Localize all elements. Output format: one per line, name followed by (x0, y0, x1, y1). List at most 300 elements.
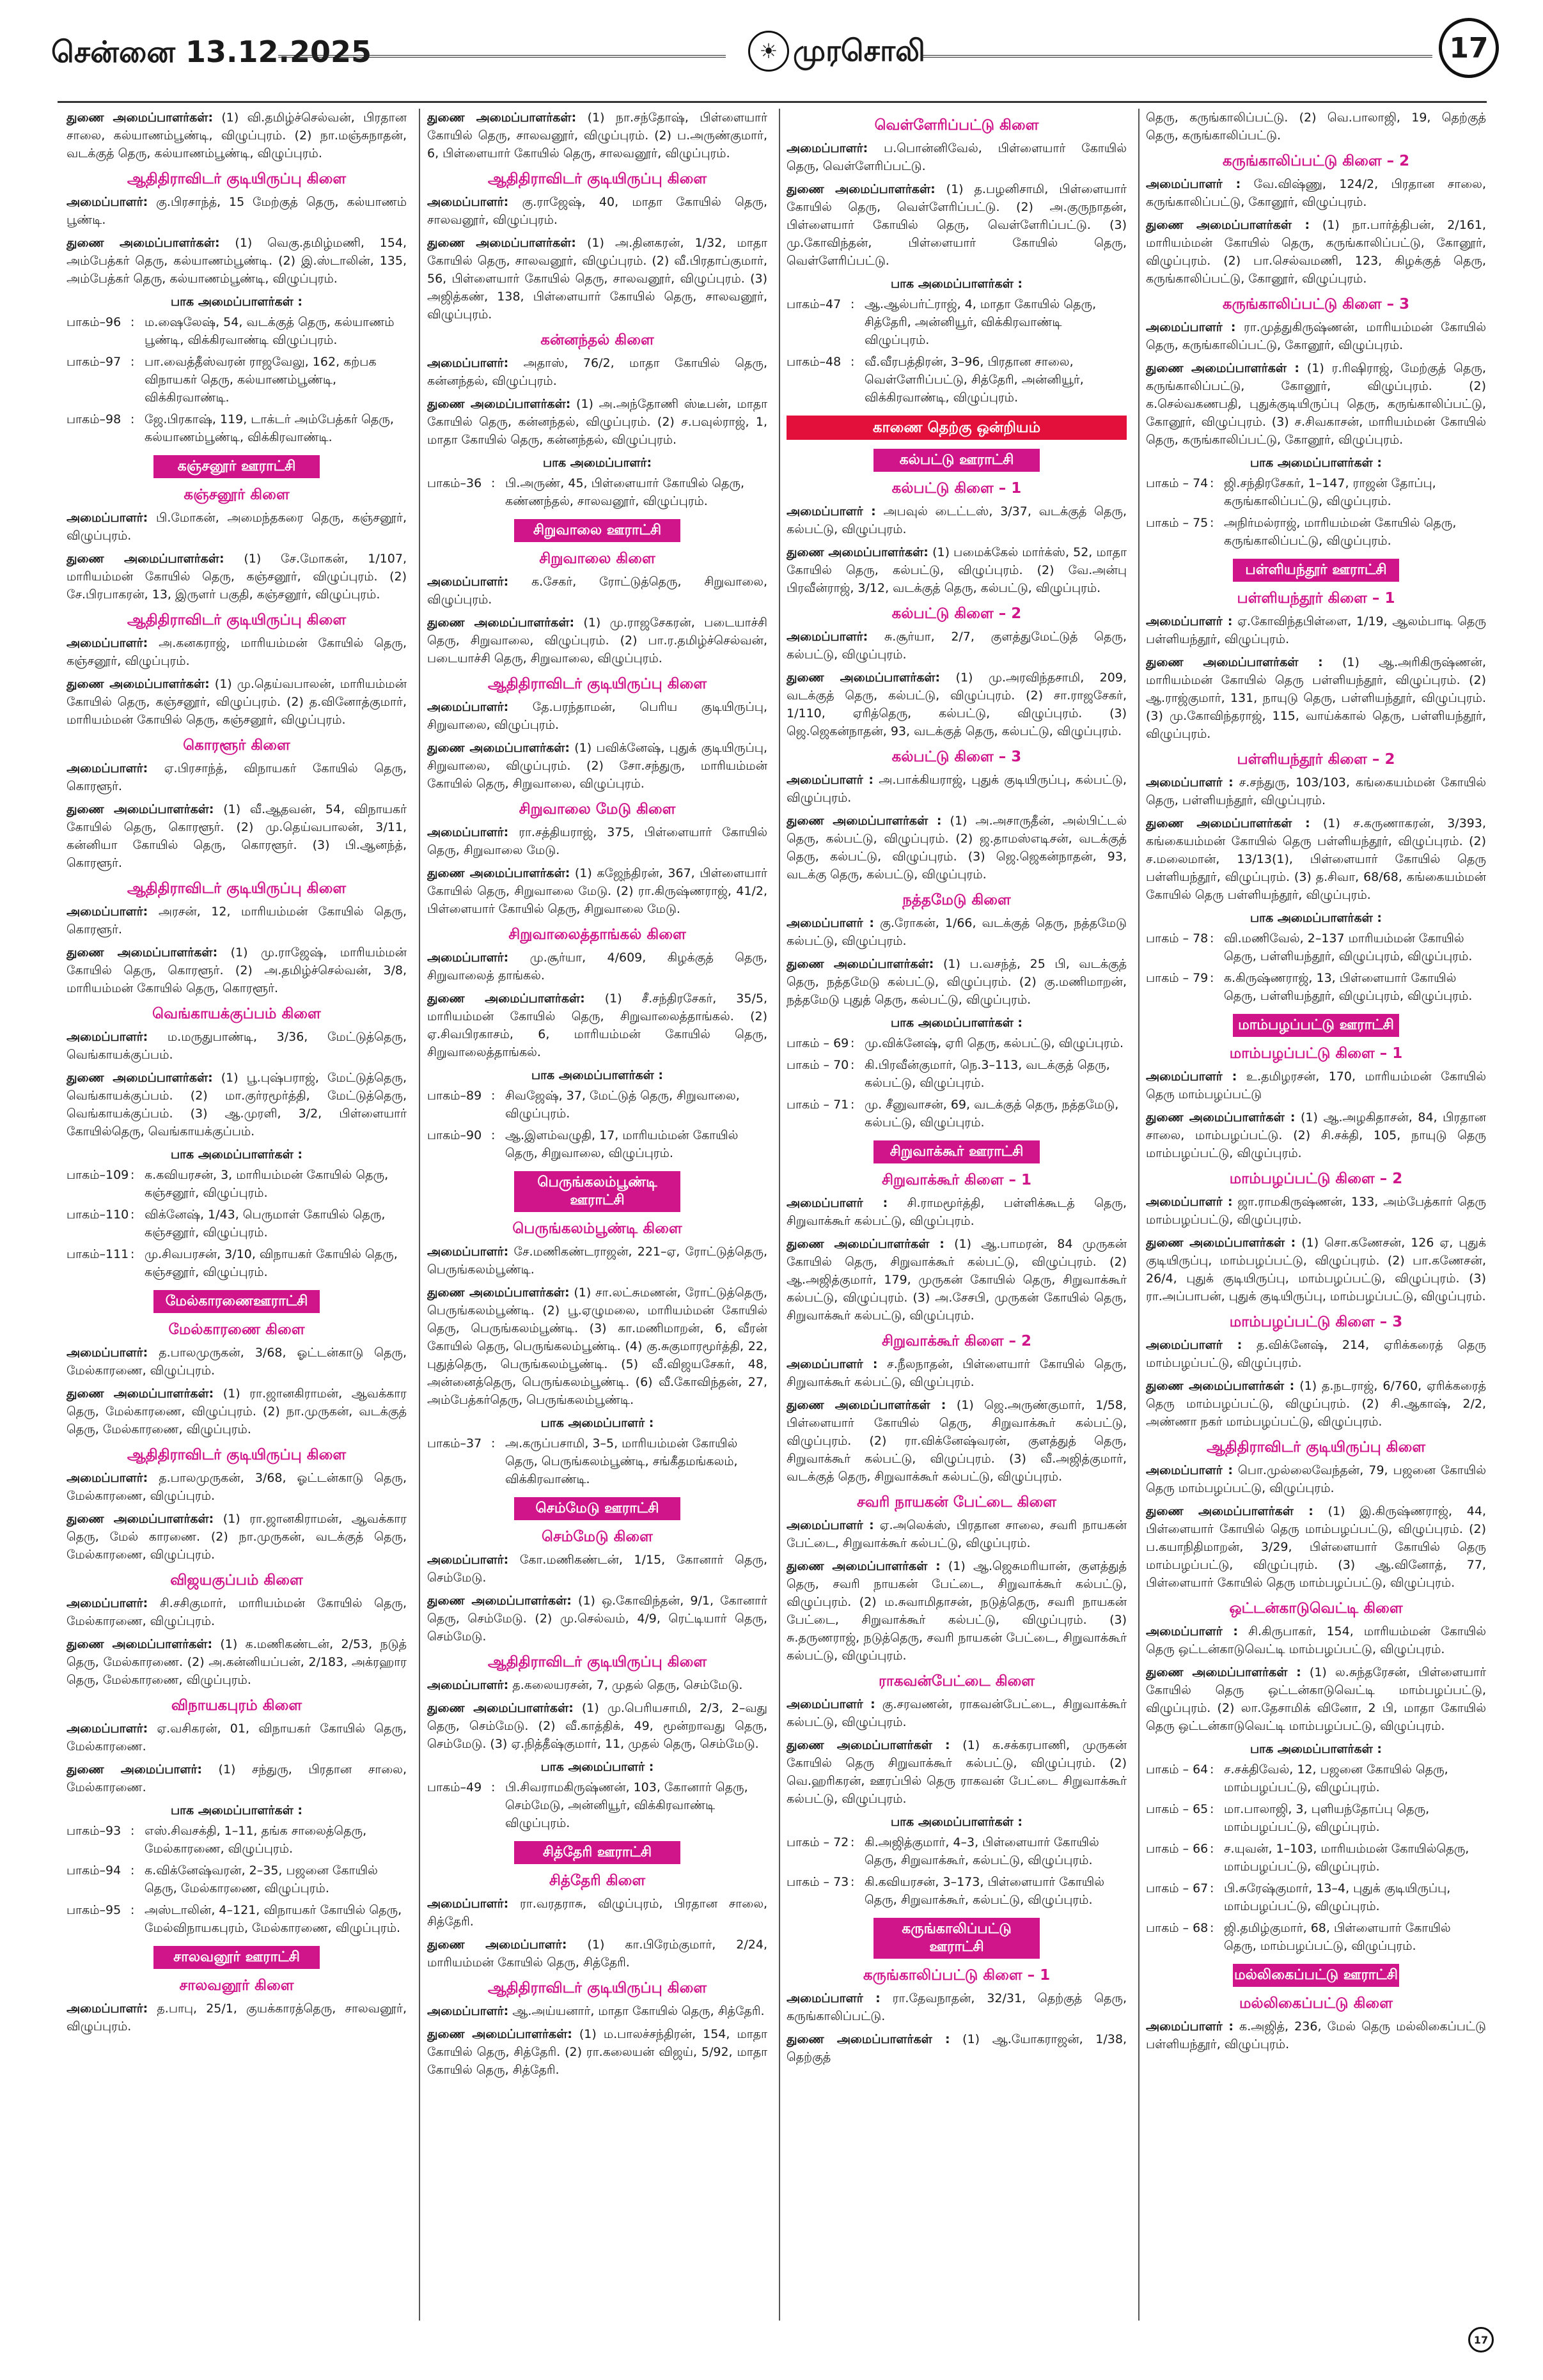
separator: : (1210, 1842, 1214, 1856)
organizer-entry (67, 509, 407, 545)
booth-organizer: பி.அருண், 45, பிள்ளையார் கோயில் தெரு, கண்ணந்தல், சாலவனூர், விழுப்புரம். (505, 476, 745, 508)
organizer-details: (1) வெகு.தமிழ்மணி, 154, அம்பேத்கர் தெரு, கல்யாணம்பூண்டி. (2) இ.ஸ்டாலின், 135, அம்பேத்கர் தெரு, கல்யாணம்பூண்டி, விழுப்புரம். (67, 236, 407, 286)
column-1 (67, 109, 407, 2314)
organizer-details: சே.மணிகண்டராஜன், 221–ஏ, ரோட்டுத்தெரு, பெருங்கலம்பூண்டி. (427, 1245, 767, 1277)
organizer-details: த.பாலமுருகன், 3/68, ஓட்டன்காடு தெரு, மேல்காரணை, விழுப்புரம். (67, 1471, 407, 1503)
role-label: அமைப்பாளர் : (1146, 1069, 1237, 1084)
separator: : (130, 412, 135, 426)
booth-number: பாகம்–47 (787, 297, 842, 311)
booth-number: பாகம் – 79 (1146, 971, 1209, 985)
booth-organizers-heading: பாக அமைப்பாளர்கள் : (890, 1016, 1022, 1030)
booth-number: பாகம் – 68 (1146, 1921, 1209, 1935)
booth-row (1146, 929, 1486, 965)
organizer-entry (787, 669, 1127, 740)
organizer-details: (1) சா.லட்சுமணன், ரோட்டுத்தெரு, பெருங்கலம்பூண்டி. (2) பூ.ஏழுமலை, மாரியம்மன் கோயில் தெரு, பெருங்கலம்பூண்டி. (3) கா.மணிமாறன், 6, வீரன் கோயில் தெரு, பெருங்கலம்பூண்டி. (4) கு.சுகுமாரமூர்த்தி, 22, புதுத்தெரு, பெருங்கலம்பூண்டி. (5) வீ.விஜயசேகர், 48, அன்னைத்தெரு, பெருங்கலம்பூண்டி. (6) வீ.கோவிந்தன், 27, அம்பேத்கர்தெரு, பெருங்கலம்பூண்டி. (427, 1286, 767, 1407)
organizer-details: (1) வி.தமிழ்ச்செல்வன், பிரதான சாலை, கல்யாணம்பூண்டி, விழுப்புரம். (2) நா.மஞ்சுநாதன், வடக்குத் தெரு, கல்யாணம்பூண்டி, விழுப்புரம். (67, 111, 407, 160)
separator: : (1210, 516, 1214, 530)
organizer-entry (1146, 1068, 1486, 1103)
role-label: அமைப்பாளர்: (427, 1678, 509, 1692)
role-label: அமைப்பாளர்: (427, 575, 509, 589)
branch-heading: கல்பட்டு கிளை – 2 (891, 605, 1022, 622)
organizer-details: (1) சீ.சந்திரசேகர், 35/5, மாரியம்மன் கோயில் தெரு, சிறுவாலைத்தாங்கல். (2) ஏ.சிவபிரகாசம், 6, மாரியம்மன் கோயில் தெரு, சிறுவாலைத்தாங்கல். (427, 992, 767, 1059)
role-label: துணை அமைப்பாளர்கள்: (67, 1637, 213, 1651)
organizer-details: கு.ரோகன், 1/66, வடக்குத் தெரு, நத்தமேடு கல்பட்டு, விழுப்புரம். (787, 916, 1127, 948)
panchayat-banner: கல்பட்டு ஊராட்சி (873, 449, 1040, 472)
organizer-entry (787, 812, 1127, 883)
booth-number: பாகம்–98 (67, 412, 121, 426)
role-label: துணை அமைப்பாளர்கள் : (1146, 1110, 1296, 1124)
booth-number: பாகம் – 70 (787, 1058, 849, 1072)
organizer-entry (427, 1243, 767, 1279)
branch-heading: வெங்காயக்குப்பம் கிளை (152, 1006, 321, 1022)
organizer-entry (67, 800, 407, 872)
booth-organizers-heading: பாக அமைப்பாளர்: (542, 456, 652, 470)
organizer-entry (67, 193, 407, 229)
organizer-details: (1) கஜேந்திரன், 367, பிள்ளையார் கோயில் தெரு, சிறுவாலை மேடு. (2) ரா.கிருஷ்ணராஜ், 41/2, பிள்ளையார் கோயில் தெரு, சிறுவாலை மேடு. (427, 866, 767, 916)
organizer-details: (1) அ.அசாருதீன், அல்பிட்டல் தெரு, கல்பட்டு, விழுப்புரம். (2) ஜ.தாமஸ்எடிசன், வடக்குத் தெரு, கல்பட்டு, விழுப்புரம். (3) ஜெ.ஜெகன்நாதன், 93, வடக்கு தெரு, கல்பட்டு, விழுப்புரம். (787, 814, 1127, 882)
role-label: அமைப்பாளர்: (67, 1346, 148, 1360)
branch-heading: ஆதிதிராவிடர் குடியிருப்பு கிளை (487, 1980, 707, 1996)
role-label: துணை அமைப்பாளர்கள்: (67, 677, 210, 691)
organizer-entry (67, 903, 407, 938)
organizer-entry (1146, 175, 1486, 211)
separator: : (1210, 1762, 1214, 1777)
panchayat-banner: பெருங்கலம்பூண்டி ஊராட்சி (514, 1171, 680, 1212)
booth-row (67, 313, 407, 349)
branch-heading: மாம்பழப்பட்டு கிளை – 3 (1229, 1314, 1403, 1330)
branch-heading: சவரி நாயகன் பேட்டை கிளை (856, 1494, 1057, 1511)
separator: : (491, 1780, 496, 1794)
role-label: அமைப்பாளர் : (787, 773, 874, 787)
organizer-entry (67, 1761, 407, 1796)
separator: : (1210, 1802, 1214, 1816)
organizer-entry (787, 2030, 1127, 2066)
organizer-entry (787, 1194, 1127, 1230)
booth-number: பாகம்–49 (427, 1780, 482, 1794)
booth-number: பாகம்–110 (67, 1208, 129, 1222)
organizer-details: (1) ஆ.பாமரன், 84 முருகன் கோயில் தெரு, சிறுவாக்கூர் கல்பட்டு, விழுப்புரம். (2) ஆ.அஜித்குமார், 179, முருகன் கோயில் தெரு, சிறுவாக்கூர் கல்பட்டு, விழுப்புரம். (3) அ.சேசபி, முருகன் கோயில் தெரு, சிறுவாக்கூர் கல்பட்டு, விழுப்புரம். (787, 1237, 1127, 1323)
role-label: துணை அமைப்பாளர்கள் : (787, 1559, 941, 1573)
booth-organizer: பி.சிவராமகிருஷ்ணன், 103, கோனார் தெரு, செம்மேடு, அன்னியூர், விக்கிரவாண்டி விழுப்புரம். (505, 1780, 748, 1830)
role-label: துணை அமைப்பாளர்கள் : (1146, 1665, 1301, 1679)
booth-row (427, 1126, 767, 1162)
organizer-entry (67, 1028, 407, 1064)
organizer-entry (427, 1699, 767, 1753)
union-banner: காணை தெற்கு ஒன்றியம் (787, 416, 1127, 440)
booth-number: பாகம் – 73 (787, 1875, 849, 1889)
organizer-entry (67, 550, 407, 603)
organizer-details: உ.தமிழரசன், 170, மாரியம்மன் கோயில் தெரு மாம்பழப்பட்டு (1146, 1069, 1486, 1101)
page-number-badge: 17 (1439, 18, 1499, 78)
branch-heading: விநாயகபுரம் கிளை (171, 1697, 302, 1714)
organizer-entry (787, 543, 1127, 597)
column-divider (419, 109, 420, 2321)
role-label: அமைப்பாளர்: (67, 636, 148, 650)
booth-organizers-heading: பாக அமைப்பாளர்கள் : (1249, 911, 1382, 925)
role-label: துணை அமைப்பாளர்கள்: (427, 397, 571, 411)
branch-heading: சிறுவாலை கிளை (539, 550, 655, 567)
role-label: அமைப்பாளர்: (427, 951, 509, 965)
organizer-entry (67, 1594, 407, 1630)
booth-row (787, 1056, 1127, 1092)
role-label: துணை அமைப்பாளர்: (67, 1762, 202, 1777)
booth-number: பாகம்–97 (67, 355, 121, 369)
booth-number: பாகம்–94 (67, 1863, 121, 1878)
organizer-entry (1146, 653, 1486, 743)
panchayat-banner: சித்தேரி ஊராட்சி (514, 1841, 680, 1864)
masthead (51, 18, 1490, 88)
booth-number: பாகம் – 72 (787, 1835, 849, 1849)
branch-heading: ஆதிதிராவிடர் குடியிருப்பு கிளை (1206, 1439, 1426, 1456)
role-label: அமைப்பாளர்: (427, 825, 509, 839)
role-label: அமைப்பாளர் : (787, 916, 874, 930)
role-label: துணை அமைப்பாளர்கள்: (787, 671, 941, 685)
role-label: அமைப்பாளர்: (67, 2002, 148, 2016)
organizer-details: (1) மு.பெரியசாமி, 2/3, 2–வது தெரு, செம்மேடு. (2) வீ.காத்திக், 49, மூன்றாவது தெரு, செம்மேடு. (3) ஏ.நித்தீஷ்குமார், 11, முதல் தெரு, செம்மேடு. (427, 1701, 767, 1751)
role-label: துணை அமைப்பாளர்கள்: (787, 182, 936, 196)
role-label: அமைப்பாளர்: (67, 1596, 148, 1610)
booth-organizer: ஆ.இளம்வழுதி, 17, மாரியம்மன் கோயில் தெரு, சிறுவாலை, விழுப்புரம். (505, 1128, 739, 1160)
booth-number: பாகம் – 78 (1146, 931, 1209, 945)
booth-number: பாகம் – 74 (1146, 476, 1209, 490)
organizer-details: ஆ.அய்யனார், மாதா கோயில் தெரு, சித்தேரி. (512, 2004, 765, 2018)
booth-row (1146, 1840, 1486, 1876)
branch-heading: ஆதிதிராவிடர் குடியிருப்பு கிளை (127, 171, 347, 187)
organizer-details: ச.சந்துரு, 103/103, கங்கையம்மன் கோயில் தெரு, பள்ளியந்தூர், விழுப்புரம். (1146, 775, 1486, 807)
booth-row (67, 1166, 407, 1202)
organizer-details: அரசன், 12, மாரியம்மன் கோயில் தெரு, கொரளூர். (67, 905, 407, 937)
branch-heading: வெள்ளேரிப்பட்டு கிளை (874, 117, 1039, 134)
organizer-entry (1146, 318, 1486, 354)
role-label: துணை அமைப்பாளர்கள்: (67, 945, 218, 960)
organizer-entry (67, 675, 407, 729)
organizer-details: (1) பவிக்னேஷ், புதுக் குடியிருப்பு, சிறுவாலை, விழுப்புரம். (2) சோ.சந்துரு, மாரியம்மன் கோயில் தெரு, சிறுவாலை, விழுப்புரம். (427, 741, 767, 791)
organizer-entry (427, 614, 767, 667)
organizer-entry (787, 1557, 1127, 1665)
organizer-details: (1) வீ.ஆதவன், 54, விநாயகர் கோயில் தெரு, கொரளூர். (2) மு.தெய்வபாலன், 3/11, கன்னியா கோயில் தெரு, கொரளூர். (3) பி.ஆனந்த், கொரளூர். (67, 802, 407, 870)
booth-row (787, 1096, 1127, 1132)
booth-number: பாகம்–111 (67, 1247, 129, 1261)
column-2 (427, 109, 767, 2314)
role-label: அமைப்பாளர் : (787, 1357, 878, 1371)
organizer-details: (1) ப.வசந்த், 25 பி, வடக்குத் தெரு, நத்தமேடு கல்பட்டு, விழுப்புரம். (2) கு.மணிமாறன், நத்தமேடு புதுத் தெரு, கல்பட்டு, விழுப்புரம். (787, 957, 1127, 1007)
separator: : (130, 1824, 135, 1838)
separator: : (850, 1058, 855, 1072)
booth-organizer: வி.மணிவேல், 2–137 மாரியம்மன் கோயில் தெரு, பள்ளியந்தூர், விழுப்புரம், விழுப்புரம். (1224, 931, 1473, 963)
role-label: துணை அமைப்பாளர்கள் : (1146, 361, 1300, 375)
branch-heading: சித்தேரி கிளை (549, 1872, 646, 1889)
organizer-details: (1) மு.ராஜசேகரன், படையாச்சி தெரு, சிறுவாலை, விழுப்புரம். (2) பா.ர.தமிழ்ச்செல்வன், படையாச்சி தெரு, சிறுவாலை, விழுப்புரம். (427, 616, 767, 665)
organizer-details: சு.சூர்யா, 2/7, குளத்துமேட்டுத் தெரு, கல்பட்டு, விழுப்புரம். (787, 630, 1127, 662)
organizer-entry (787, 1695, 1127, 1731)
booth-organizer: ச.சக்திவேல், 12, பஜனை கோயில் தெரு, மாம்பழப்பட்டு, விழுப்புரம். (1224, 1762, 1448, 1794)
role-label: அமைப்பாளர் : (787, 1991, 881, 2005)
organizer-entry (67, 1385, 407, 1438)
organizer-details: (1) அ.அந்தோணி ஸ்டீபன், மாதா கோயில் தெரு, கன்னந்தல், விழுப்புரம். (2) ச.பவுல்ராஜ், 1, மாதா கோயில் தெரு, கன்னந்தல், விழுப்புரம். (427, 397, 767, 447)
role-label: அமைப்பாளர் : (787, 1518, 874, 1532)
booth-organizer: வீ.வீரபத்திரன், 3–96, பிரதான சாலை, வெள்ளேரிப்பட்டு, சித்தேரி, அன்னியூர், விக்கிரவாண்டி, விழுப்புரம். (865, 355, 1084, 405)
separator: : (1210, 476, 1214, 490)
booth-row (67, 1245, 407, 1281)
organizer-entry (427, 395, 767, 449)
paper-name: முரசொலி (793, 33, 925, 68)
organizer-entry (1146, 612, 1486, 648)
organizer-entry (427, 1551, 767, 1587)
organizer-details: அ.பாக்கியராஜ், புதுக் குடியிருப்பு, கல்பட்டு, விழுப்புரம். (787, 773, 1127, 805)
role-label: துணை அமைப்பாளர்கள்: (67, 1512, 214, 1526)
role-label: அமைப்பாளர்: (67, 1471, 148, 1485)
booth-organizer: எஸ்.சிவசக்தி, 1–11, தங்க சாலைத்தெரு, மேல்காரணை, விழுப்புரம். (145, 1824, 367, 1856)
role-label: துணை அமைப்பாளர்கள் : (1146, 655, 1323, 669)
organizer-details: (1) ம.பாலச்சந்திரன், 154, மாதா கோயில் தெரு, சித்தேரி. (2) ரா.கலையன் விஜய், 5/92, மாதா கோயில் தெரு, சித்தேரி. (427, 2027, 767, 2077)
role-label: துணை அமைப்பாளர்கள்: (787, 545, 928, 559)
organizer-entry (67, 1069, 407, 1140)
organizer-entry (787, 771, 1127, 807)
booth-row (787, 1034, 1127, 1052)
booth-organizer: க.கவியரசன், 3, மாரியம்மன் கோயில் தெரு, கஞ்சனூர், விழுப்புரம். (145, 1168, 389, 1200)
organizer-details: அதாஸ், 76/2, மாதா கோயில் தெரு, கன்னந்தல், விழுப்புரம். (427, 356, 767, 388)
role-label: துணை அமைப்பாளர்கள்: (427, 111, 577, 125)
organizer-details: (1) சொ.கணேசன், 126 ஏ, புதுக் குடியிருப்பு, மாம்பழப்பட்டு, விழுப்புரம். (2) பா.கணேசன், 26/4, புதுக் குடியிருப்பு, மாம்பழப்பட்டு, விழுப்புரம். (3) ரா.அப்பாபன், புதுக் குடியிருப்பு, மாம்பழப்பட்டு, விழுப்புரம். (1146, 1236, 1486, 1303)
panchayat-banner: செம்மேடு ஊராட்சி (514, 1497, 680, 1520)
role-label: துணை அமைப்பாளர்கள்: (427, 616, 575, 630)
organizer-details: கு.பிரசாந்த், 15 மேற்குத் தெரு, கல்யாணம் பூண்டி. (67, 195, 407, 227)
separator: : (1210, 931, 1214, 945)
organizer-details: (1) நா.பார்த்திபன், 2/161, மாரியம்மன் கோயில் தெரு, கருங்காலிப்பட்டு, கோனூர், விழுப்புரம். (2) பா.செல்வமணி, 123, கிழக்குத் தெரு, கருங்காலிப்பட்டு, கோனூர், விழுப்புரம். (1146, 218, 1486, 286)
separator: : (491, 1128, 496, 1142)
organizer-entry (427, 193, 767, 229)
branch-heading: ஆதிதிராவிடர் குடியிருப்பு கிளை (487, 171, 707, 187)
organizer-details: த.விக்னேஷ், 214, ஏரிக்கரைத் தெரு மாம்பழப்பட்டு, விழுப்புரம். (1146, 1338, 1486, 1370)
organizer-entry (1146, 1193, 1486, 1229)
role-label: துணை அமைப்பாளர்கள்: (427, 1594, 572, 1608)
organizer-details: ரா.சத்தியராஜ், 375, பிள்ளையார் கோயில் தெரு, சிறுவாலை மேடு. (427, 825, 767, 857)
branch-heading: மாம்பழப்பட்டு கிளை – 2 (1229, 1171, 1403, 1187)
role-label: அமைப்பாளர்: (427, 195, 509, 209)
role-label: அமைப்பாளர் : (787, 1196, 888, 1210)
role-label: துணை அமைப்பாளர்கள்: (67, 802, 214, 816)
organizer-details: (1) ஜெ.அருண்குமார், 1/58, பிள்ளையார் கோயில் தெரு, சிறுவாக்கூர் கல்பட்டு, விழுப்புரம். (2) ரா.விக்னேஷ்வரன், குளத்துத் தெரு, சிறுவாக்கூர் கல்பட்டு, விழுப்புரம். (3) வீ.அஜித்குமார், வடக்குத் தெரு, சிறுவாக்கூர் கல்பட்டு, விழுப்புரம். (787, 1398, 1127, 1484)
separator: : (130, 1903, 135, 1917)
organizer-details: (1) ஆ.யோகராஜன், 1/38, தெற்குத் (787, 2032, 1127, 2064)
column-3 (787, 109, 1127, 2314)
organizer-entry (787, 914, 1127, 950)
booth-number: பாகம்–90 (427, 1128, 482, 1142)
organizer-entry (427, 1284, 767, 1409)
booth-number: பாகம்–36 (427, 476, 482, 490)
role-label: அமைப்பாளர்: (67, 511, 148, 525)
organizer-entry (67, 1720, 407, 1755)
booth-number: பாகம்–109 (67, 1168, 129, 1182)
panchayat-banner: மேல்காரணைஊராட்சி (153, 1290, 320, 1313)
booth-number: பாகம்–48 (787, 355, 842, 369)
role-label: அமைப்பாளர் : (1146, 1338, 1242, 1352)
organizer-entry (67, 944, 407, 997)
organizer-details: அ.கனகராஜ், மாரியம்மன் கோயில் தெரு, கஞ்சனூர், விழுப்புரம். (67, 636, 407, 668)
role-label: துணை அமைப்பாளர்கள்: (67, 1071, 213, 1085)
branch-heading: கஞ்சனூர் கிளை (184, 486, 290, 503)
branch-heading: சிறுவாலை மேடு கிளை (519, 801, 676, 818)
branch-heading: கல்பட்டு கிளை – 1 (891, 480, 1022, 497)
organizer-entry (427, 1895, 767, 1931)
booth-organizers-heading: பாக அமைப்பாளர்கள் : (1249, 1742, 1382, 1756)
booth-row (1146, 1761, 1486, 1796)
booth-organizer: ச.யுவன், 1–103, மாரியம்மன் கோயில்தெரு, மாம்பழப்பட்டு, விழுப்புரம். (1224, 1842, 1469, 1874)
organizer-entry (427, 234, 767, 323)
booth-row (1146, 969, 1486, 1005)
booth-number: பாகம்–89 (427, 1089, 482, 1103)
separator: : (130, 315, 135, 329)
booth-organizer: மு. சீனுவாசன், 69, வடக்குத் தெரு, நத்தமேடு, கல்பட்டு, விழுப்புரம். (865, 1098, 1119, 1130)
booth-organizer: கி.அஜித்குமார், 4–3, பிள்ளையார் கோயில் தெரு, சிறுவாக்கூர், கல்பட்டு, விழுப்புரம். (865, 1835, 1099, 1867)
booth-number: பாகம்–96 (67, 315, 121, 329)
organizer-details: தே.பரந்தாமன், பெரிய குடியிருப்பு, சிறுவாலை, விழுப்புரம். (427, 700, 767, 732)
organizer-details: (1) ஆ.ஜெசுமரியான், குளத்துத் தெரு, சவரி நாயகன் பேட்டை, சிறுவாக்கூர் கல்பட்டு, விழுப்புரம். (2) ம.சுவாமிதாசன், நடுத்தெரு, சவரி நாயகன் பேட்டை, சிறுவாக்கூர் கல்பட்டு, விழுப்புரம். (3) சு.தருணராஜ், நடுத்தெரு, சவரி நாயகன் பேட்டை, சிறுவாக்கூர் கல்பட்டு, விழுப்புரம். (787, 1559, 1127, 1663)
role-label: அமைப்பாளர்: (787, 141, 868, 155)
booth-organizer: அஸ்டாலின், 4–121, விநாயகர் கோயில் தெரு, மேல்விநாயகபுரம், மேல்காரணை, விழுப்புரம். (145, 1903, 402, 1935)
branch-heading: செம்மேடு கிளை (542, 1528, 653, 1545)
panchayat-banner: சாலவனூர் ஊராட்சி (153, 1946, 320, 1969)
organizer-details: (1) மு.ராஜேஷ், மாரியம்மன் கோயில் தெரு, கொரளூர். (2) அ.தமிழ்ச்செல்வன், 3/8, மாரியம்மன் கோயில் தெரு, கொரளூர். (67, 945, 407, 995)
organizer-entry (1146, 1377, 1486, 1431)
role-label: அமைப்பாளர் : (1146, 775, 1234, 789)
organizer-entry (67, 1510, 407, 1564)
role-label: அமைப்பாளர்: (787, 630, 868, 644)
organizer-details: (1) ஆ.அழகிதாசன், 84, பிரதான சாலை, மாம்பழப்பட்டு. (2) சி.சக்தி, 105, நாயுடு தெரு மாம்பழப்பட்டு, விழுப்புரம். (1146, 1110, 1486, 1160)
separator: : (850, 1835, 855, 1849)
separator: : (491, 1089, 496, 1103)
booth-row (427, 1087, 767, 1123)
role-label: துணை அமைப்பாளர்கள்: (67, 1387, 214, 1401)
organizer-entry (427, 864, 767, 918)
organizer-entry (427, 1592, 767, 1645)
booth-organizer: மு.விக்னேஷ், ஏரி தெரு, கல்பட்டு, விழுப்புரம். (865, 1036, 1124, 1050)
separator: : (130, 1247, 135, 1261)
organizer-details: த.கலையரசன், 7, முதல் தெரு, செம்மேடு. (512, 1678, 743, 1692)
organizer-details: ஏ.அலெக்ஸ், பிரதான சாலை, சவரி நாயகன் பேட்டை, சிறுவாக்கூர் கல்பட்டு, விழுப்புரம். (787, 1518, 1127, 1550)
booth-row (67, 1901, 407, 1937)
role-label: அமைப்பாளர்: (427, 1553, 509, 1567)
organizer-details: (1) மு.அரவிந்தசாமி, 209, வடக்குத் தெரு, கல்பட்டு, விழுப்புரம். (2) சா.ராஜசேகர், 1/110, ஏரித்தெரு, கல்பட்டு, விழுப்புரம். (3) ஜெ.ஜெகன்நாதன், 93, வடக்குத் தெரு, கல்பட்டு, விழுப்புரம். (787, 671, 1127, 738)
booth-row (787, 295, 1127, 349)
booth-row (67, 410, 407, 446)
role-label: துணை அமைப்பாளர்: (427, 1938, 567, 1952)
role-label: அமைப்பாளர் : (787, 504, 876, 518)
organizer-entry (787, 502, 1127, 538)
booth-organizer: அ.கருப்பசாமி, 3–5, மாரியம்மன் கோயில் தெரு, பெருங்கலம்பூண்டி, சங்கீதமங்கலம், விக்கிரவாண்டி. (505, 1436, 738, 1486)
booth-row (1146, 1800, 1486, 1836)
role-label: அமைப்பாளர்: (67, 195, 148, 209)
organizer-entry (1146, 2018, 1486, 2053)
branch-heading: சிறுவாக்கூர் கிளை – 2 (882, 1333, 1031, 1349)
branch-heading: கருங்காலிப்பட்டு கிளை – 2 (1222, 153, 1410, 169)
separator: : (491, 476, 496, 490)
branch-heading: நத்தமேடு கிளை (902, 892, 1011, 908)
organizer-details: அபவுல் டைட்டஸ், 3/37, வடக்குத் தெரு, கல்பட்டு, விழுப்புரம். (787, 504, 1127, 536)
organizer-entry (1146, 1502, 1486, 1592)
organizer-details: கு.சரவணன், ராகவன்பேட்டை, சிறுவாக்கூர் கல்பட்டு, விழுப்புரம். (787, 1697, 1127, 1729)
branch-heading: பள்ளியந்தூர் கிளை – 1 (1237, 590, 1395, 607)
booth-organizers-heading: பாக அமைப்பாளர்கள் : (170, 1803, 302, 1817)
organizer-details: த.பாபு, 25/1, குயக்காரத்தெரு, சாலவனூர், விழுப்புரம். (67, 2002, 407, 2034)
booth-organizer: ம.ஷைலேஷ், 54, வடக்குத் தெரு, கல்யாணம் பூண்டி, விக்கிரவாண்டி விழுப்புரம். (145, 315, 395, 347)
organizer-details: (1) மு.தெய்வபாலன், மாரியம்மன் கோயில் தெரு, கஞ்சனூர், விழுப்புரம். (2) த.வினோத்குமார், மாரியம்மன் கோயில் தெரு, கஞ்சனூர், விழுப்புரம். (67, 677, 407, 727)
role-label: அமைப்பாளர் : (1146, 1195, 1233, 1209)
branch-heading: விஜயகுப்பம் கிளை (170, 1572, 303, 1589)
edition-date: சென்னை 13.12.2025 (51, 35, 372, 69)
branch-heading: கருங்காலிப்பட்டு கிளை – 3 (1222, 296, 1410, 313)
role-label: துணை அமைப்பாளர்கள்: (427, 236, 576, 250)
panchayat-banner: மல்லிகைப்பட்டு ஊராட்சி (1233, 1964, 1399, 1987)
organizer-entry (427, 109, 767, 162)
organizer-entry (1146, 1622, 1486, 1658)
separator: : (850, 355, 855, 369)
role-label: துணை அமைப்பாளர்கள் : (787, 2032, 950, 2046)
organizer-details: (1) த.பழனிசாமி, பிள்ளையார் கோயில் தெரு, வெள்ளேரிப்பட்டு. (2) அ.குருநாதன், பிள்ளையார் கோயில் தெரு, வெள்ளேரிப்பட்டு. (3) மு.கோவிந்தன், பிள்ளையார் கோயில் தெரு, வெள்ளேரிப்பட்டு. (787, 182, 1127, 268)
role-label: அமைப்பாளர் : (1146, 177, 1241, 191)
role-label: துணை அமைப்பாளர்கள் : (787, 1738, 950, 1752)
organizer-entry (427, 990, 767, 1061)
organizer-details: க.சேகர், ரோட்டுத்தெரு, சிறுவாலை, விழுப்புரம். (427, 575, 767, 607)
role-label: துணை அமைப்பாளர்கள் : (1146, 1379, 1295, 1393)
role-label: அமைப்பாளர்: (67, 905, 148, 919)
organizer-details: சி.சசிகுமார், மாரியம்மன் கோயில் தெரு, மேல்காரணை, விழுப்புரம். (67, 1596, 407, 1628)
role-label: அமைப்பாளர்: (427, 2004, 509, 2018)
booth-row (67, 1862, 407, 1897)
organizer-details: சி.ராமமூர்த்தி, பள்ளிக்கூடத் தெரு, சிறுவாக்கூர் கல்பட்டு, விழுப்புரம். (787, 1196, 1127, 1228)
organizer-details: (1) ல.சுந்தரேசன், பிள்ளையார் கோயில் தெரு ஒட்டன்காடுவெட்டி மாம்பழப்பட்டு, விழுப்புரம். (2) லா.தேசாமிக் வினோ, 2 பி, மாதா கோயில் தெரு ஒட்டன்காடுவெட்டி மாம்பழப்பட்டு, விழுப்புரம். (1146, 1665, 1486, 1733)
separator: : (850, 1036, 855, 1050)
organizer-entry (427, 1676, 767, 1694)
organizer-entry (67, 234, 407, 288)
organizer-entry (427, 739, 767, 793)
role-label: துணை அமைப்பாளர்கள்: (67, 111, 214, 125)
booth-organizer: ஜி.தமிழ்குமார், 68, பிள்ளையார் கோயில் தெரு, மாம்பழப்பட்டு, விழுப்புரம். (1224, 1921, 1451, 1953)
booth-number: பாகம் – 65 (1146, 1802, 1209, 1816)
booth-organizer: க.கிருஷ்ணராஜ், 13, பிள்ளையார் கோயில் தெரு, பள்ளியந்தூர், விழுப்புரம், விழுப்புரம். (1224, 971, 1473, 1003)
panchayat-banner: சிறுவாலை ஊராட்சி (514, 519, 680, 542)
booth-organizers-heading: பாக அமைப்பாளர்கள் : (1249, 456, 1382, 470)
organizer-details: (1) அ.தினகரன், 1/32, மாதா கோயில் தெரு, சாலவனூர், விழுப்புரம். (2) வீ.பிரதாப்குமார், 56, பிள்ளையார் கோயில் தெரு, சாலவனூர், விழுப்புரம். (3) அஜித்கண், 138, பிள்ளையார் கோயில் தெரு, சாலவனூர், விழுப்புரம். (427, 236, 767, 322)
branch-heading: ராகவன்பேட்டை கிளை (878, 1673, 1035, 1690)
panchayat-banner: பள்ளியந்தூர் ஊராட்சி (1233, 559, 1399, 582)
organizer-entry (67, 1344, 407, 1380)
column-divider (1138, 109, 1140, 2321)
organizer-entry (67, 759, 407, 795)
organizer-details: (1) பமைக்கேல் மார்க்ஸ், 52, மாதா கோயில் தெரு, கல்பட்டு, விழுப்புரம். (2) வே.அன்பு பிரவீன்ராஜ், 3/12, வடக்குத் தெரு, கல்பட்டு, விழுப்புரம். (787, 545, 1127, 595)
booth-number: பாகம் – 71 (787, 1098, 849, 1112)
organizer-details: ஏ.வசிகரன், 01, விநாயகர் கோயில் தெரு, மேல்காரணை. (67, 1722, 407, 1754)
organizer-details: ரா.முத்துகிருஷ்ணன், மாரியம்மன் கோயில் தெரு, கருங்காலிப்பட்டு, கோனூர், விழுப்புரம். (1146, 320, 1486, 352)
separator: : (850, 1098, 855, 1112)
organizer-details: பி.மோகன், அமைந்தகரை தெரு, கஞ்சனூர், விழுப்புரம். (67, 511, 407, 543)
role-label: அமைப்பாளர்: (427, 1245, 509, 1259)
organizer-entry (427, 2025, 767, 2079)
role-label: அமைப்பாளர் : (1146, 1624, 1238, 1638)
organizer-entry (427, 698, 767, 734)
organizer-entry (787, 180, 1127, 270)
booth-organizer: மு.சிவபரசன், 3/10, விநாயகர் கோயில் தெரு, கஞ்சனூர், விழுப்புரம். (145, 1247, 398, 1279)
organizer-details: தெரு, கருங்காலிப்பட்டு. (2) வெ.பாலாஜி, 19, தெற்குத் தெரு, கருங்காலிப்பட்டு. (1146, 111, 1486, 143)
organizer-entry (427, 949, 767, 984)
organizer-entry (67, 109, 407, 162)
role-label: துணை அமைப்பாளர்கள்: (427, 2027, 572, 2041)
organizer-entry (787, 1235, 1127, 1325)
organizer-entry (1146, 1663, 1486, 1735)
separator: : (850, 1875, 855, 1889)
organizer-entry (787, 1396, 1127, 1486)
organizer-details: ரா.வரதராசு, விழுப்புரம், பிரதான சாலை, சித்தேரி. (427, 1897, 767, 1929)
